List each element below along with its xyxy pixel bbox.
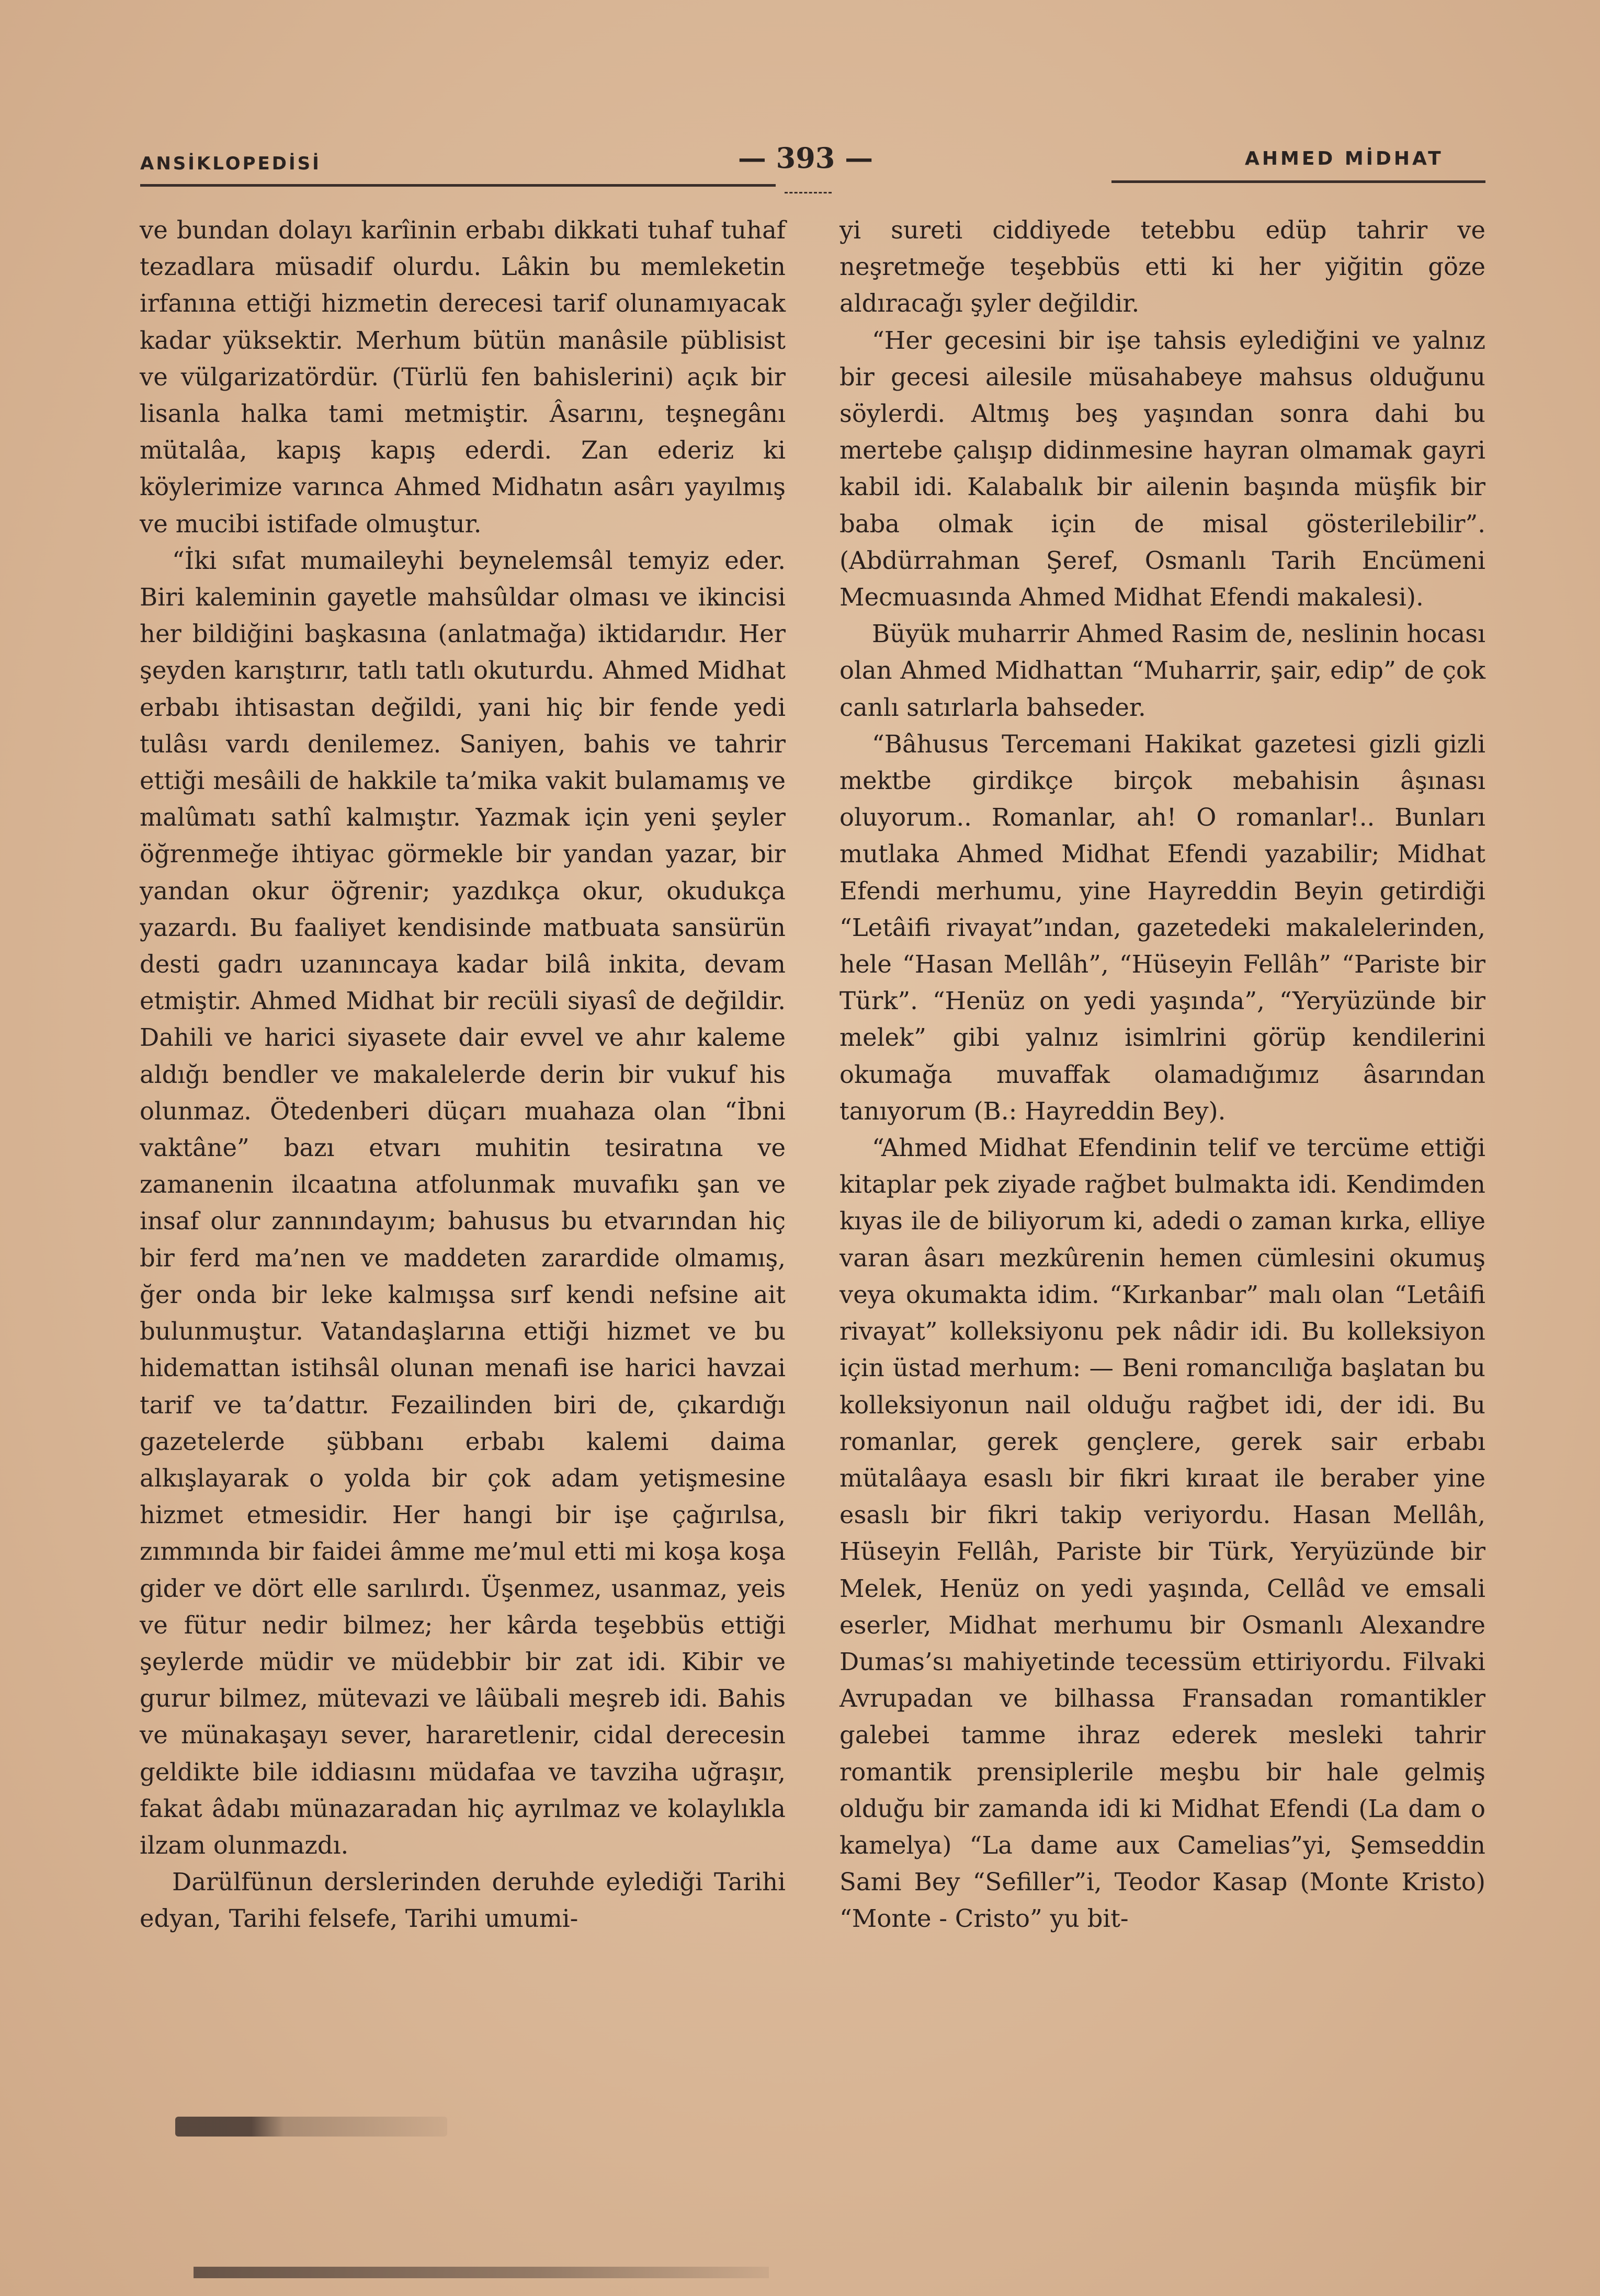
- header-rule-center: [785, 192, 832, 195]
- paragraph: Büyük muharrir Ahmed Rasim de, neslinin hocası olan Ahmed Midhattan “Muharrir, şair, edip” de çok canlı satırlarla bahseder.: [839, 620, 1485, 722]
- paragraph: yi sureti ciddiyede tetebbu edüp tahrir ve neşretmeğe teşebbüs etti ki her yiğitin göze aldıracağı şyler değildir.: [839, 216, 1485, 318]
- paragraph: ve bundan dolayı karîinin erbabı dikkati tuhaf tuhaf tezadlara müsadif olurdu. Lâkin bu memleketin irfanına ettiği hizmetin derecesi tarif olunamıyacak kadar yüksektir. Merhum bütün manâsile püblisist ve vülgarizatördür. (Türlü fen bahislerini) açık bir lisanla halka tami metmiştir. Âsarını, teşnegânı mütalâa, kapış kapış ederdi. Zan ederiz ki köylerimize varınca Ahmed Midhatın asârı yayılmış ve mucibi istifade olmuştur.: [140, 216, 786, 538]
- paragraph: Darülfünun derslerinden deruhde eylediği Tarihi edyan, Tarihi felsefe, Tarihi umumi-: [140, 1868, 786, 1933]
- paragraph: “Ahmed Midhat Efendinin telif ve tercüme ettiği kitaplar pek ziyade rağbet bulmakta idi. Kendimden kıyas ile de biliyorum ki, adedi o zaman kırka, elliye varan âsarı mezkûrenin hemen cümlesini okumuş veya okumakta idim. “Kırkanbar” malı olan “Letâifi rivayat” kolleksiyonu pek nâdir idi. Bu kolleksiyon için üstad merhum: — Beni romancılığa başlatan bu kolleksiyonun nail olduğu rağbet idi, der idi. Bu romanlar, gerek gençlere, gerek sair erbabı mütalâaya esaslı bir fikri kıraat ile beraber yine esaslı bir fikri takip veriyordu. Hasan Mellâh, Hüseyin Fellâh, Pariste bir Türk, Yeryüzünde bir Melek, Henüz on yedi yaşında, Cellâd ve emsali eserler, Midhat merhumu bir Osmanlı Alexandre Dumas’sı mahiyetinde tecessüm ettiriyordu. Filvaki Avrupadan ve bilhassa Fransadan romantikler galebei tamme ihraz ederek mesleki tahrir romantik prensiplerile meşbu bir hale gelmiş olduğu bir zamanda idi ki Midhat Efendi (La dam o kamelya) “La dame aux Camelias”yi, Şemseddin Sami Bey “Sefiller”i, Teodor Kasap (Monte Kristo) “Monte - Cristo” yu bit-: [839, 1134, 1485, 1933]
- bottom-print-strip: [194, 2267, 769, 2278]
- paragraph: “İki sıfat mumaileyhi beynelemsâl temyiz eder. Biri kaleminin gayetle mahsûldar olması ve ikincisi her bildiğini başkasına (anlatmağa) iktidarıdır. Her şeyden karıştırır, tatlı tatlı okuturdu. Ahmed Midhat erbabı ihtisastan değildi, yani hiç bir fende yedi tulâsı vardı denilemez. Saniyen, bahis ve tahrir ettiği mesâili de hakkile ta’mika vakit bulamamış ve malûmatı sathî kalmıştır. Yazmak için yeni şeyler öğrenmeğe ihtiyac görmekle bir yandan yazar, bir yandan okur öğrenir; yazdıkça okur, okudukça yazardı. Bu faaliyet kendisinde matbuata sansürün desti gadrı uzanıncaya kadar bilâ inkita, devam etmiştir. Ahmed Midhat bir recüli siyasî de değildir. Dahili ve harici siyasete dair evvel ve ahır kaleme aldığı bendler ve makalelerde derin bir vukuf his olunmaz. Ötedenberi düçarı muahaza olan “İbni vaktâne” bazı etvarı muhitin tesiratına ve zamanenin ilcaatına atfolunmak muvafıkı şan ve insaf olur zannındayım; bahusus bu etvarından hiç bir ferd ma’nen ve maddeten zarardide olmamış, ğer onda bir leke kalmışsa sırf kendi nefsine ait bulunmuştur. Vatandaşlarına ettiği hizmet ve bu hidemattan istihsâl olunan menafi ise harici havzai tarif ve ta’dattır. Fezailinden biri de, çıkardığı gazetelerde şübbanı erbabı kalemi daima alkışlayarak o yolda bir çok adam yetişmesine hizmet etmesidir. Her hangi bir işe çağırılsa, zımmında bir faidei âmme me’mul etti mi koşa koşa gider ve dört elle sarılırdı. Üşenmez, usanmaz, yeis ve fütur nedir bilmez; her kârda teşebbüs ettiği şeylerde müdir ve müdebbir bir zat idi. Kibir ve gurur bilmez, mütevazi ve lâübali meşreb idi. Bahis ve münakaşayı sever, hararetlenir, cidal derecesin geldikte bile iddiasını müdafaa ve tavziha uğraşır, fakat âdabı münazaradan hiç ayrılmaz ve kolaylıkla ilzam olunmazdı.: [140, 546, 786, 1859]
- header-rule-right: [1111, 180, 1485, 183]
- header-encyclopedia-title: ANSİKLOPEDİSİ: [140, 153, 321, 174]
- page-number: — 393 —: [737, 141, 873, 175]
- left-column: [140, 212, 786, 1937]
- header-entry-title: AHMED MİDHAT: [1245, 148, 1444, 169]
- right-column: [839, 212, 1485, 1937]
- paragraph: “Her gecesini bir işe tahsis eylediğini ve yalnız bir gecesi ailesile müsahabeye mahsus olduğunu söylerdi. Altmış beş yaşından sonra dahi bu mertebe çalışıp didinmesine hayran olmamak gayri kabil idi. Kalabalık bir ailenin başında müşfik bir baba olmak için de misal gösterilebilir”. (Abdürrahman Şeref, Osmanlı Tarih Encümeni Mecmuasında Ahmed Midhat Efendi makalesi).: [839, 326, 1485, 612]
- header-rule-left: [140, 184, 776, 187]
- paragraph: “Bâhusus Tercemani Hakikat gazetesi gizli gizli mektbe girdikçe birçok mebahisin âşınası oluyorum.. Romanlar, ah! O romanlar!.. Bunları mutlaka Ahmed Midhat Efendi yazabilir; Midhat Efendi merhumu, yine Hayreddin Beyin getirdiği “Letâifi rivayat”ından, gazetedeki makalelerinden, hele “Hasan Mellâh”, “Hüseyin Fellâh” “Pariste bir Türk”. “Henüz on yedi yaşında”, “Yeryüzünde bir melek” gibi yalnız isimlrini görüp kendilerini okumağa muvaffak olamadığımız âsarından tanıyorum (B.: Hayreddin Bey).: [839, 729, 1485, 1125]
- page-header: [0, 133, 1600, 191]
- print-smudge-mark: [175, 2117, 447, 2137]
